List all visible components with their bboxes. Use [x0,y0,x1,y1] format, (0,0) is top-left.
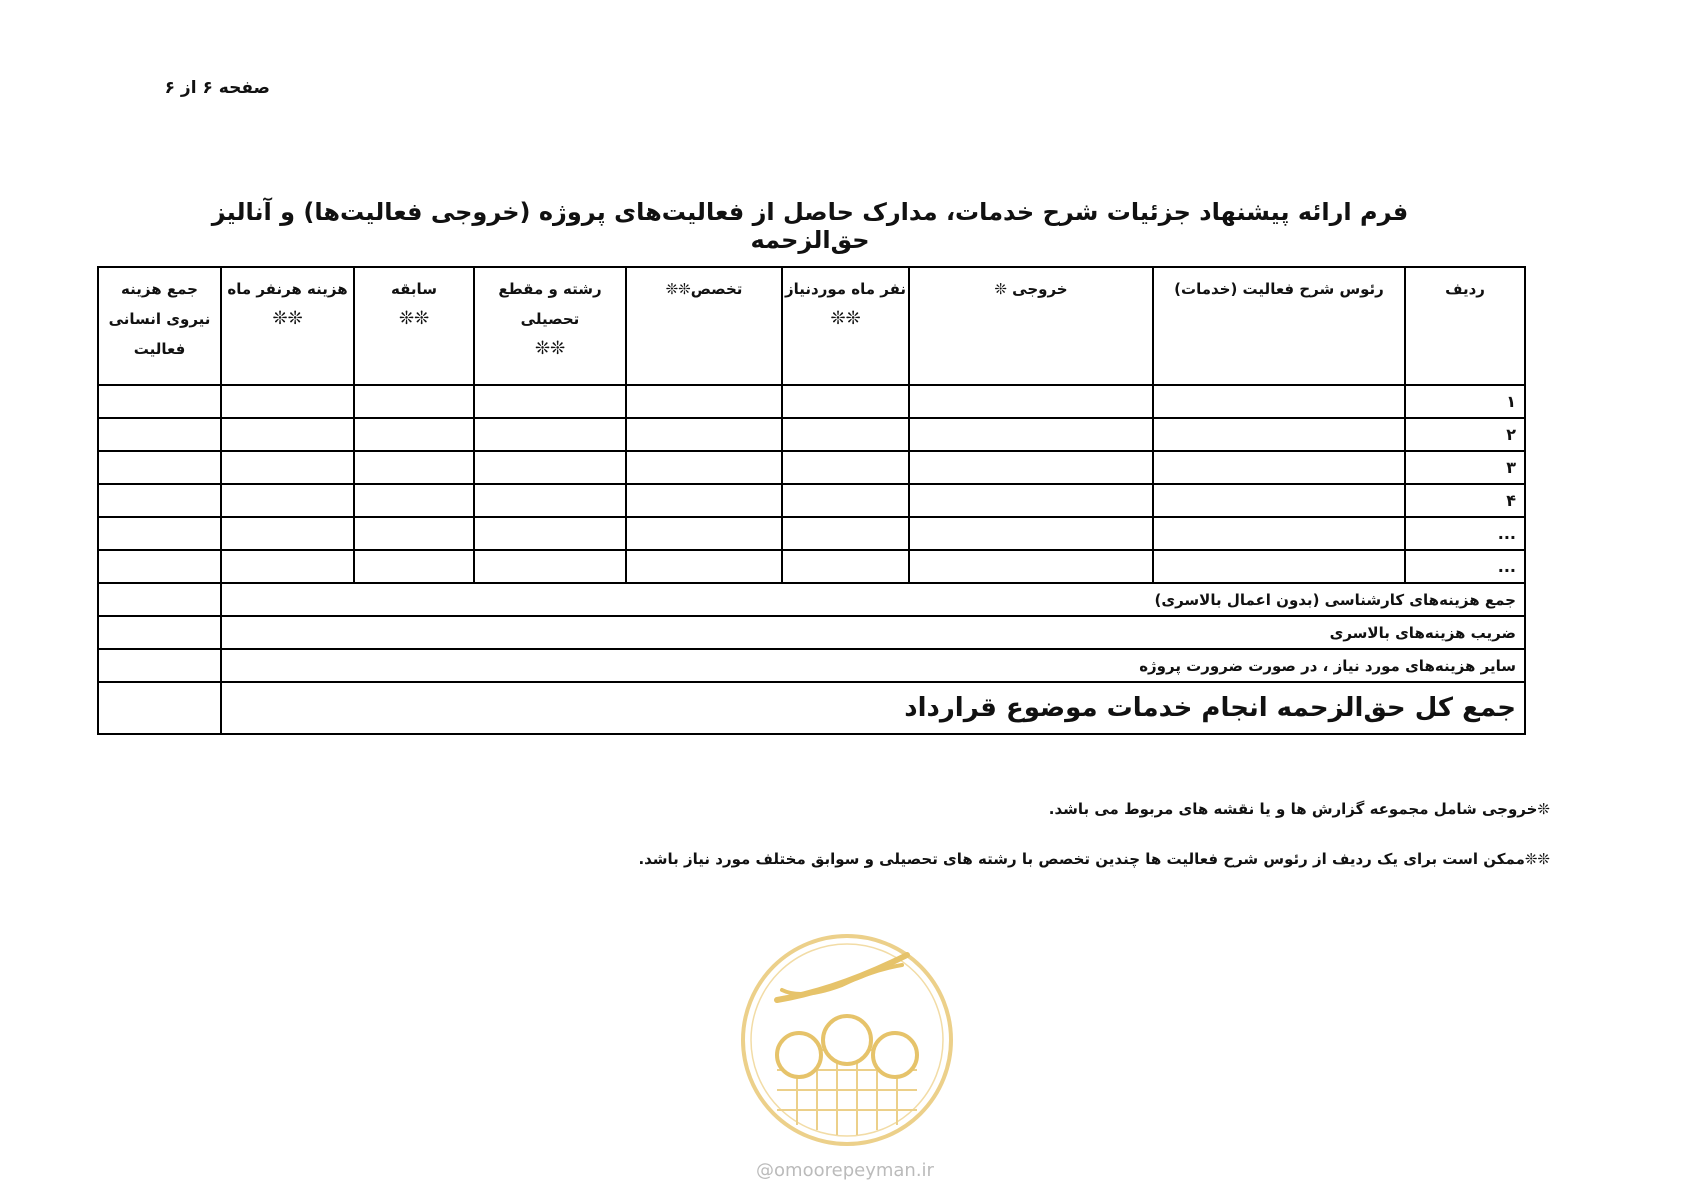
header-cell: رئوس شرح فعالیت (خدمات) [1153,267,1405,385]
table-cell[interactable] [909,550,1153,583]
table-cell[interactable] [1153,418,1405,451]
row-number: ۴ [1405,484,1525,517]
row-number: ۳ [1405,451,1525,484]
table-cell[interactable] [782,418,909,451]
table-cell[interactable] [1153,484,1405,517]
header-cell: رشته و مقطع تحصیلی ❊❊ [474,267,626,385]
header-cell: تخصص❊❊ [626,267,782,385]
table-cell[interactable] [1153,385,1405,418]
table-cell[interactable] [1153,451,1405,484]
table-row [98,517,1525,550]
header-cell: نفر ماه موردنیاز ❊❊ [782,267,909,385]
table-cell[interactable] [782,451,909,484]
header-cell: خروجی ❊ [909,267,1153,385]
table-cell[interactable] [474,517,626,550]
table-cell[interactable] [474,418,626,451]
table-cell[interactable] [909,385,1153,418]
table-cell[interactable] [474,385,626,418]
table-cell[interactable] [626,517,782,550]
table-row [98,385,1525,418]
table-row [98,484,1525,517]
table-cell[interactable] [354,484,474,517]
summary-label: جمع هزینه‌های کارشناسی (بدون اعمال بالاسری) [221,583,1525,616]
table-cell[interactable] [354,451,474,484]
table-cell[interactable] [98,484,221,517]
table-cell[interactable] [782,550,909,583]
table-cell[interactable] [909,517,1153,550]
summary-row [98,649,1525,682]
form-title: فرم ارائه پیشنهاد جزئیات شرح خدمات، مدارک حاصل از فعالیت‌های پروژه (خروجی فعالیت‌ها) و آنالیز حق‌الزحمه [211,198,1409,254]
table-cell[interactable] [474,550,626,583]
table-cell[interactable] [98,451,221,484]
header-cell: سابقه ❊❊ [354,267,474,385]
table-cell[interactable] [782,517,909,550]
row-number: ... [1405,550,1525,583]
website-watermark: @omoorepeyman.ir [756,1160,934,1181]
row-number: ۱ [1405,385,1525,418]
row-number: ... [1405,517,1525,550]
table-cell[interactable] [909,451,1153,484]
services-table [97,266,1526,735]
table-row [98,550,1525,583]
table-cell[interactable] [474,484,626,517]
table-cell[interactable] [626,418,782,451]
summary-value[interactable] [98,583,221,616]
table-cell[interactable] [782,484,909,517]
footnote-output: ❊خروجی شامل مجموعه گزارش ها و یا نقشه های مربوط می باشد. [1048,800,1550,818]
table-cell[interactable] [98,385,221,418]
summary-row [98,583,1525,616]
table-cell[interactable] [626,484,782,517]
header-cell: جمع هزینه نیروی انسانی فعالیت [98,267,221,385]
table-cell[interactable] [221,484,354,517]
table-cell[interactable] [354,418,474,451]
table-cell[interactable] [221,517,354,550]
header-cell: ردیف [1405,267,1525,385]
footnote-specialty: ❊❊ممکن است برای یک ردیف از رئوس شرح فعالیت ها چندین تخصص با رشته های تحصیلی و سوابق مختلف مورد نیاز باشد. [638,850,1550,868]
summary-label: سایر هزینه‌های مورد نیاز ، در صورت ضرورت پروژه [221,649,1525,682]
summary-value[interactable] [98,649,221,682]
omoorepeyman-logo-icon [737,930,957,1150]
table-cell[interactable] [474,451,626,484]
row-number: ۲ [1405,418,1525,451]
table-cell[interactable] [1153,517,1405,550]
table-cell[interactable] [782,385,909,418]
table-cell[interactable] [221,418,354,451]
table-row [98,418,1525,451]
summary-label: ضریب هزینه‌های بالاسری [221,616,1525,649]
table-cell[interactable] [1153,550,1405,583]
table-row [98,451,1525,484]
table-cell[interactable] [221,451,354,484]
table-cell[interactable] [221,385,354,418]
table-cell[interactable] [626,550,782,583]
total-label: جمع کل حق‌الزحمه انجام خدمات موضوع قرارداد [221,682,1525,734]
table-cell[interactable] [354,550,474,583]
total-value[interactable] [98,682,221,734]
table-cell[interactable] [98,550,221,583]
table-cell[interactable] [626,385,782,418]
table-cell[interactable] [354,517,474,550]
page-number: صفحه ۶ از ۶ [164,78,270,98]
table-cell[interactable] [909,484,1153,517]
table-cell[interactable] [221,550,354,583]
header-row [98,267,1525,385]
header-cell: هزینه هرنفر ماه ❊❊ [221,267,354,385]
summary-value[interactable] [98,616,221,649]
table-cell[interactable] [909,418,1153,451]
table-cell[interactable] [98,418,221,451]
summary-row [98,616,1525,649]
table-cell[interactable] [354,385,474,418]
total-row [98,682,1525,734]
table-cell[interactable] [626,451,782,484]
table-cell[interactable] [98,517,221,550]
